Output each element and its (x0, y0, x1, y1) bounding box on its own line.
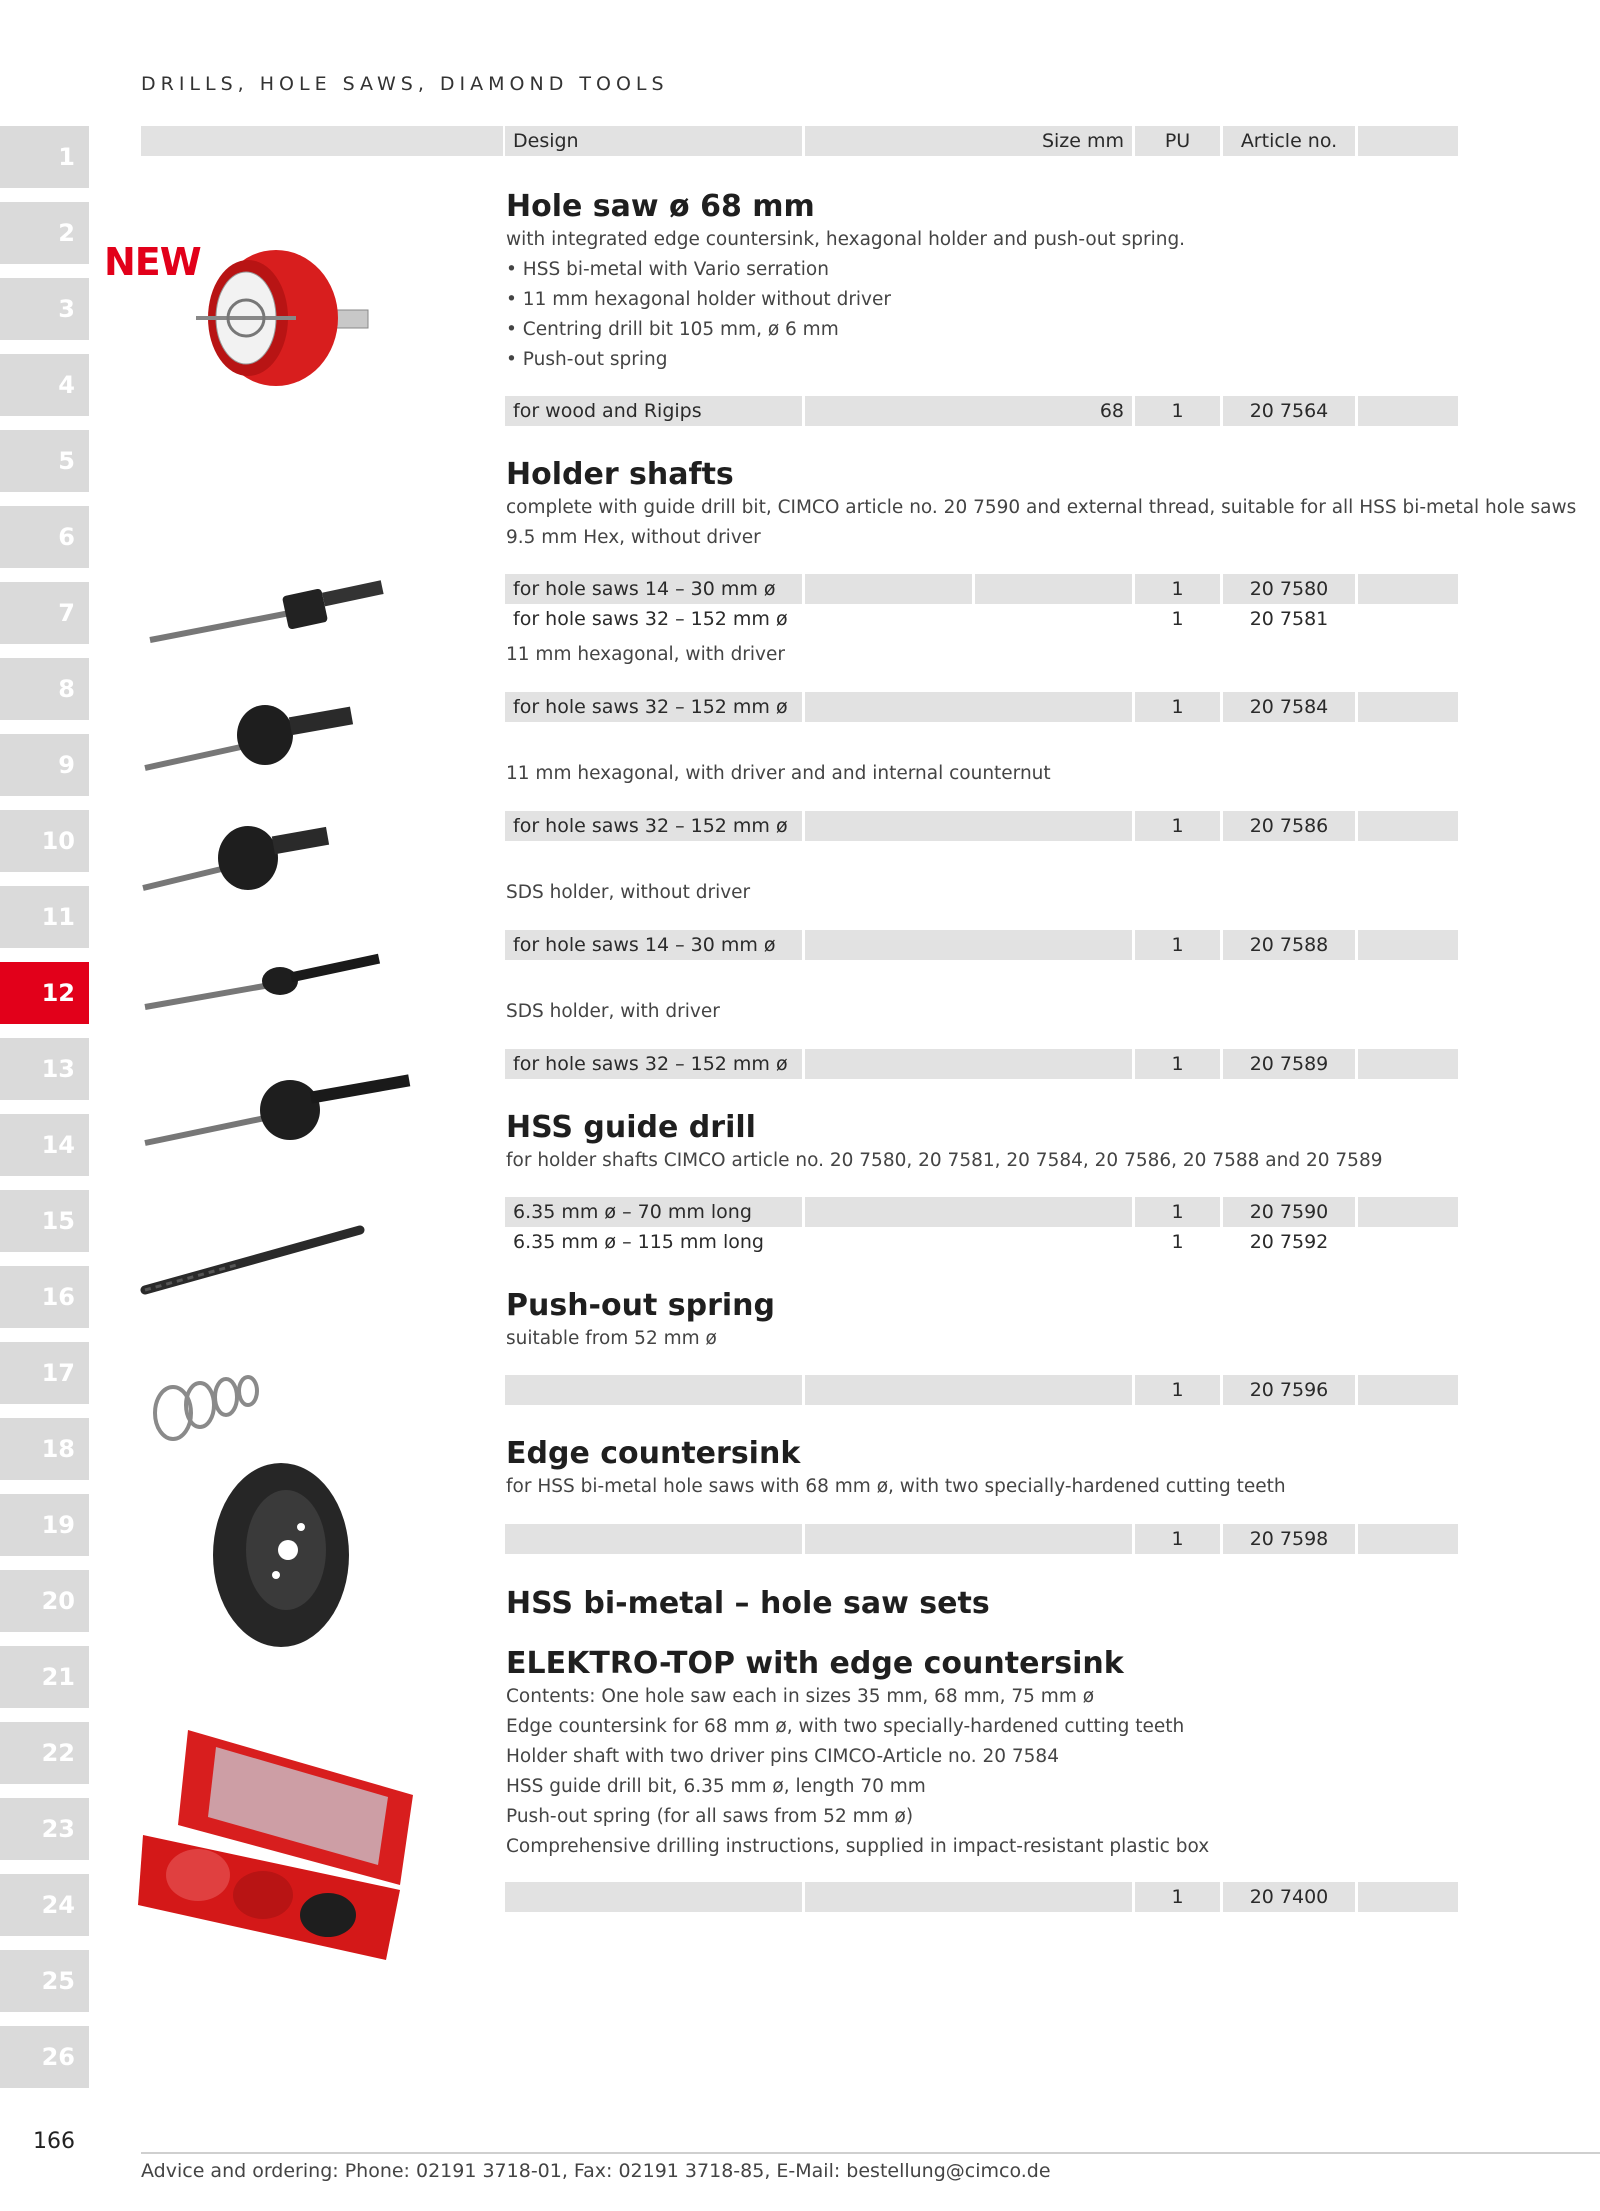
row-article: 20 7400 (1223, 1882, 1355, 1912)
page-number: 166 (33, 2129, 75, 2154)
chapter-tab-23[interactable]: 23 (0, 1798, 89, 1860)
row-pu: 1 (1135, 811, 1220, 841)
row-size-2 (975, 574, 1132, 604)
row-blank (1358, 574, 1458, 604)
row-blank (1358, 1524, 1458, 1554)
hole-saw-image (186, 238, 386, 398)
chapter-tab-4[interactable]: 4 (0, 354, 89, 416)
row-design: for hole saws 32 – 152 mm ø (513, 608, 788, 630)
row-design: for hole saws 32 – 152 mm ø (505, 1049, 802, 1079)
row-size (805, 1524, 1132, 1554)
table-row (505, 1375, 1458, 1405)
row-size (805, 574, 972, 604)
holder-shaft-driver-image (140, 690, 370, 780)
row-size (805, 1375, 1132, 1405)
row-article: 20 7598 (1223, 1524, 1355, 1554)
table-row (505, 604, 1458, 634)
row-design (505, 1882, 802, 1912)
table-row (505, 396, 1458, 426)
edge-countersink-line: for HSS bi-metal hole saws with 68 mm ø, with two specially-hardened cutting teeth (506, 1476, 1286, 1497)
hole-saw-title: Hole saw ø 68 mm (506, 189, 815, 224)
table-row (505, 1049, 1458, 1079)
saw-sets-title: HSS bi-metal – hole saw sets (506, 1586, 990, 1621)
header-size: Size mm (805, 126, 1132, 156)
row-article: 20 7564 (1223, 396, 1355, 426)
chapter-tab-10[interactable]: 10 (0, 810, 89, 872)
chapter-tab-21[interactable]: 21 (0, 1646, 89, 1708)
row-blank (1358, 1049, 1458, 1079)
row-pu: 1 (1135, 1882, 1220, 1912)
row-pu: 1 (1171, 1231, 1184, 1253)
hole-saw-line-5: • Push-out spring (506, 349, 668, 370)
table-header-left-spacer (141, 126, 503, 156)
saw-sets-line-6: Comprehensive drilling instructions, supplied in impact-resistant plastic box (506, 1836, 1210, 1857)
saw-sets-subtitle: ELEKTRO-TOP with edge countersink (506, 1646, 1124, 1681)
chapter-tab-20[interactable]: 20 (0, 1570, 89, 1632)
footer-contact: Advice and ordering: Phone: 02191 3718-01, Fax: 02191 3718-85, E-Mail: bestellung@cimco.de (141, 2160, 1051, 2182)
row-pu: 1 (1135, 1049, 1220, 1079)
saw-sets-line-3: Holder shaft with two driver pins CIMCO-Article no. 20 7584 (506, 1746, 1059, 1767)
row-design: for hole saws 32 – 152 mm ø (505, 692, 802, 722)
row-pu: 1 (1135, 574, 1220, 604)
row-size (805, 811, 1132, 841)
row-pu: 1 (1135, 930, 1220, 960)
row-design: for wood and Rigips (505, 396, 802, 426)
chapter-tab-2[interactable]: 2 (0, 202, 89, 264)
row-design: for hole saws 14 – 30 mm ø (505, 574, 802, 604)
chapter-tab-19[interactable]: 19 (0, 1494, 89, 1556)
saw-sets-line-4: HSS guide drill bit, 6.35 mm ø, length 70 mm (506, 1776, 926, 1797)
table-row (505, 811, 1458, 841)
row-article: 20 7592 (1249, 1231, 1329, 1253)
chapter-tab-7[interactable]: 7 (0, 582, 89, 644)
table-row (505, 692, 1458, 722)
saw-sets-line-5: Push-out spring (for all saws from 52 mm ø) (506, 1806, 914, 1827)
row-article: 20 7590 (1223, 1197, 1355, 1227)
chapter-tab-25[interactable]: 25 (0, 1950, 89, 2012)
saw-sets-line-2: Edge countersink for 68 mm ø, with two specially-hardened cutting teeth (506, 1716, 1185, 1737)
row-article: 20 7589 (1223, 1049, 1355, 1079)
table-row (505, 574, 1458, 604)
row-blank (1358, 396, 1458, 426)
row-size (805, 1882, 1132, 1912)
push-spring-line: suitable from 52 mm ø (506, 1328, 717, 1349)
row-size (805, 930, 1132, 960)
chapter-tab-17[interactable]: 17 (0, 1342, 89, 1404)
holder-shaft-hex-image (145, 570, 395, 650)
chapter-tab-26[interactable]: 26 (0, 2026, 89, 2088)
table-row (505, 1524, 1458, 1554)
holder-shafts-line-2: 9.5 mm Hex, without driver (506, 527, 761, 548)
chapter-tab-6[interactable]: 6 (0, 506, 89, 568)
sds-holder-driver-image (140, 1055, 420, 1155)
chapter-tab-13[interactable]: 13 (0, 1038, 89, 1100)
row-blank (1358, 692, 1458, 722)
row-size (805, 692, 1132, 722)
chapter-tab-12[interactable]: 12 (0, 962, 89, 1024)
chapter-tab-18[interactable]: 18 (0, 1418, 89, 1480)
holder-shafts-line-1: complete with guide drill bit, CIMCO article no. 20 7590 and external thread, suitable for all HSS bi-metal hole saws (506, 497, 1577, 518)
row-design: 6.35 mm ø – 70 mm long (505, 1197, 802, 1227)
row-blank (1358, 1197, 1458, 1227)
row-blank (1358, 930, 1458, 960)
row-size (805, 1197, 1132, 1227)
row-design: for hole saws 14 – 30 mm ø (505, 930, 802, 960)
saw-set-case-image (138, 1725, 418, 1965)
chapter-tab-3[interactable]: 3 (0, 278, 89, 340)
header-article: Article no. (1223, 126, 1355, 156)
table-row (505, 930, 1458, 960)
row-article: 20 7588 (1223, 930, 1355, 960)
sds-holder-image (140, 935, 390, 1015)
chapter-tab-9[interactable]: 9 (0, 734, 89, 796)
edge-countersink-image (206, 1455, 356, 1655)
page-section-title: DRILLS, HOLE SAWS, DIAMOND TOOLS (141, 73, 669, 95)
guide-drill-title: HSS guide drill (506, 1110, 756, 1145)
row-blank (1358, 1375, 1458, 1405)
chapter-tab-16[interactable]: 16 (0, 1266, 89, 1328)
new-badge: NEW (104, 240, 201, 284)
hole-saw-line-1: with integrated edge countersink, hexagonal holder and push-out spring. (506, 229, 1186, 250)
push-spring-title: Push-out spring (506, 1288, 776, 1323)
row-article: 20 7596 (1223, 1375, 1355, 1405)
row-article: 20 7581 (1249, 608, 1329, 630)
holder-shafts-sub-b: 11 mm hexagonal, with driver (506, 644, 785, 665)
holder-shaft-counternut-image (138, 810, 338, 900)
row-pu: 1 (1135, 1524, 1220, 1554)
row-article: 20 7584 (1223, 692, 1355, 722)
header-blank (1358, 126, 1458, 156)
row-design: for hole saws 32 – 152 mm ø (505, 811, 802, 841)
row-size: 68 (805, 396, 1132, 426)
holder-shafts-title: Holder shafts (506, 457, 734, 492)
row-article: 20 7580 (1223, 574, 1355, 604)
hole-saw-line-2: • HSS bi-metal with Vario serration (506, 259, 829, 280)
chapter-tab-11[interactable]: 11 (0, 886, 89, 948)
table-row (505, 1227, 1458, 1257)
row-design (505, 1524, 802, 1554)
holder-shafts-sub-d: SDS holder, without driver (506, 882, 751, 903)
header-pu: PU (1135, 126, 1220, 156)
chapter-tab-5[interactable]: 5 (0, 430, 89, 492)
row-article: 20 7586 (1223, 811, 1355, 841)
saw-sets-line-1: Contents: One hole saw each in sizes 35 mm, 68 mm, 75 mm ø (506, 1686, 1095, 1707)
chapter-tab-15[interactable]: 15 (0, 1190, 89, 1252)
chapter-tab-22[interactable]: 22 (0, 1722, 89, 1784)
guide-drill-image (140, 1220, 370, 1300)
footer-divider (141, 2152, 1600, 2154)
hole-saw-line-3: • 11 mm hexagonal holder without driver (506, 289, 891, 310)
header-design: Design (505, 126, 802, 156)
push-spring-image (148, 1365, 273, 1445)
row-blank (1358, 811, 1458, 841)
holder-shafts-sub-e: SDS holder, with driver (506, 1001, 720, 1022)
chapter-tab-24[interactable]: 24 (0, 1874, 89, 1936)
row-design (505, 1375, 802, 1405)
hole-saw-line-4: • Centring drill bit 105 mm, ø 6 mm (506, 319, 839, 340)
row-design: 6.35 mm ø – 115 mm long (513, 1231, 764, 1253)
guide-drill-line: for holder shafts CIMCO article no. 20 7580, 20 7581, 20 7584, 20 7586, 20 7588 and 20 7589 (506, 1150, 1383, 1171)
row-pu: 1 (1135, 1197, 1220, 1227)
row-pu: 1 (1135, 692, 1220, 722)
chapter-tab-1[interactable]: 1 (0, 126, 89, 188)
table-header (505, 126, 1458, 156)
row-pu: 1 (1135, 396, 1220, 426)
chapter-tab-14[interactable]: 14 (0, 1114, 89, 1176)
row-size (805, 1049, 1132, 1079)
holder-shafts-sub-c: 11 mm hexagonal, with driver and and internal counternut (506, 763, 1051, 784)
table-row (505, 1882, 1458, 1912)
row-blank (1358, 1882, 1458, 1912)
chapter-tab-8[interactable]: 8 (0, 658, 89, 720)
table-row (505, 1197, 1458, 1227)
row-pu: 1 (1135, 1375, 1220, 1405)
edge-countersink-title: Edge countersink (506, 1436, 801, 1471)
row-pu: 1 (1171, 608, 1184, 630)
